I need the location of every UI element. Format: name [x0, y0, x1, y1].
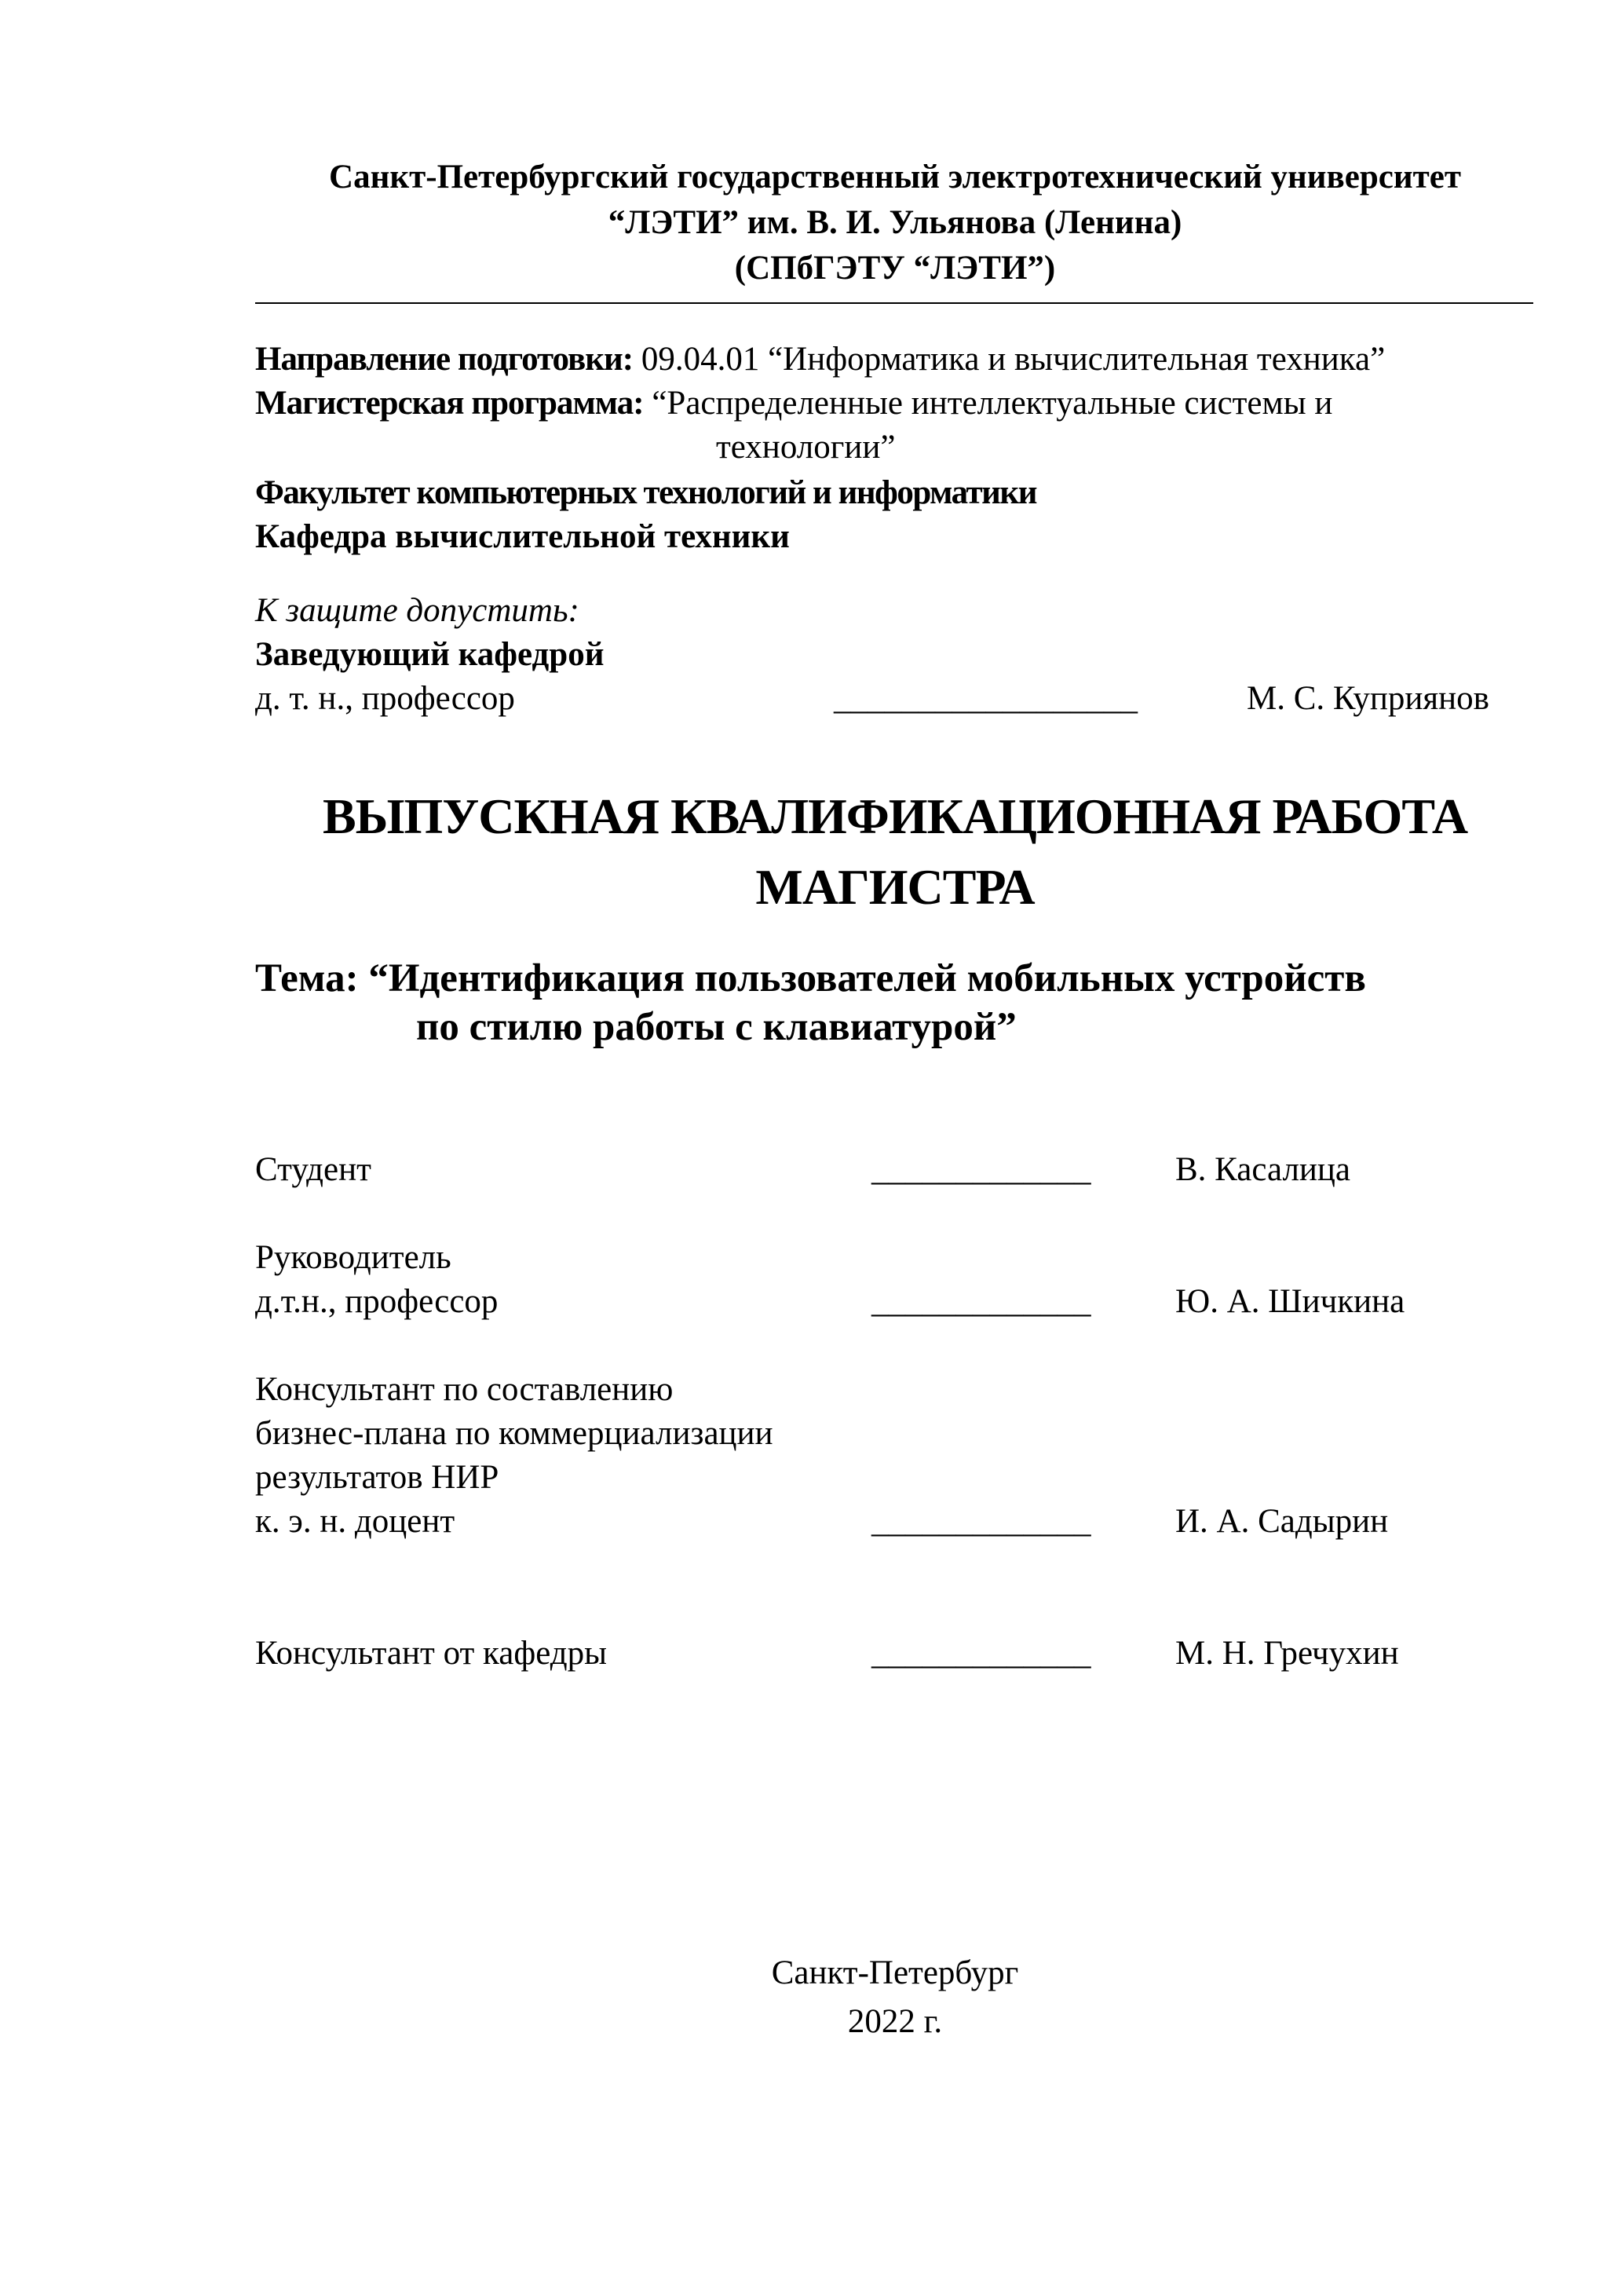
signature-role: Консультант от кафедры	[255, 1635, 608, 1672]
university-abbreviation: (СПбГЭТУ “ЛЭТИ”)	[734, 250, 1056, 287]
header-divider	[255, 302, 1533, 304]
program-label: Магистерская программа:	[255, 385, 644, 422]
signature-role-cont: бизнес-плана по коммерциализации	[255, 1415, 773, 1452]
university-name-line1: Санкт-Петербургский государственный электротехнический университет	[329, 159, 1461, 196]
signature-line: _____________	[871, 1635, 1091, 1672]
faculty: Факультет компьютерных технологий и информатики	[255, 474, 1036, 511]
topic-line2: по стилю работы с клавиатурой”	[416, 1005, 1017, 1049]
signature-name: В. Касалица	[1175, 1151, 1351, 1188]
topic-line1: Тема: “Идентификация пользователей мобильных устройств	[255, 956, 1366, 1000]
head-of-department-degree: д. т. н., профессор	[255, 680, 515, 717]
head-of-department-title: Заведующий кафедрой	[255, 636, 605, 673]
program-value-line1: “Распределенные интеллектуальные системы и	[652, 385, 1333, 422]
university-name-line2: “ЛЭТИ” им. В. И. Ульянова (Ленина)	[608, 204, 1182, 241]
department: Кафедра вычислительной техники	[255, 518, 790, 555]
head-signature-line: __________________	[834, 680, 1138, 717]
signature-name: М. Н. Гречухин	[1175, 1635, 1399, 1672]
work-title-line2: МАГИСТРА	[755, 859, 1035, 915]
program-value-line2: технологии”	[716, 429, 896, 466]
signature-line: _____________	[871, 1503, 1091, 1540]
signature-name: Ю. А. Шичкина	[1175, 1283, 1405, 1320]
signature-role-degree: к. э. н. доцент	[255, 1503, 455, 1540]
signature-role: Студент	[255, 1151, 371, 1188]
head-of-department-name: М. С. Куприянов	[1247, 680, 1489, 717]
signature-name: И. А. Садырин	[1175, 1503, 1389, 1540]
program-row	[255, 382, 1332, 426]
signature-line: _____________	[871, 1151, 1091, 1188]
admit-to-defense: К защите допустить:	[255, 592, 579, 629]
signature-line: _____________	[871, 1283, 1091, 1320]
direction-value: 09.04.01 “Информатика и вычислительная техника”	[641, 341, 1386, 378]
direction-row	[255, 338, 1385, 382]
signature-role: Консультант по составлению	[255, 1371, 674, 1408]
footer-city: Санкт-Петербург	[771, 1954, 1019, 1991]
signature-role-cont: результатов НИР	[255, 1459, 499, 1496]
direction-label: Направление подготовки:	[255, 341, 634, 378]
work-title-line1: ВЫПУСКНАЯ КВАЛИФИКАЦИОННАЯ РАБОТА	[322, 788, 1468, 844]
footer-year: 2022 г.	[847, 2003, 943, 2040]
signature-role-degree: д.т.н., профессор	[255, 1283, 499, 1320]
signature-role: Руководитель	[255, 1239, 451, 1276]
